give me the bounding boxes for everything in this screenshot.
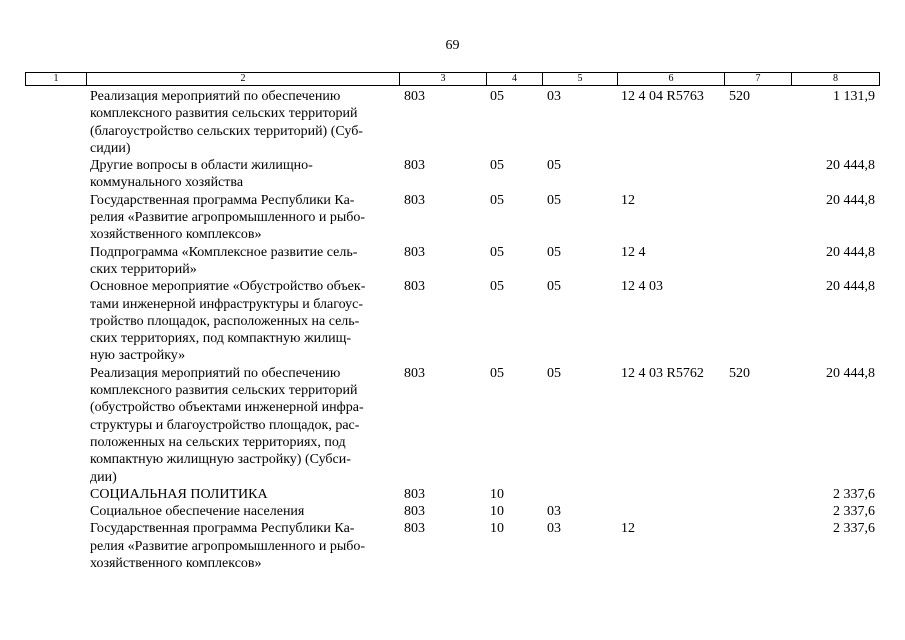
table-body [0, 88, 905, 572]
header-col-2: 2 [86, 73, 399, 85]
cell-col-5: 05 [547, 279, 561, 295]
row-name-line: комплексного развития сельских территорий [90, 383, 358, 399]
row-name-line: ских территориях, под компактную жилищ- [90, 331, 352, 347]
row-name-line: хозяйственного комплексов» [90, 227, 262, 243]
cell-col-4: 05 [490, 192, 504, 208]
table-row [0, 520, 905, 572]
row-name-line: Другие вопросы в области жилищно- [90, 158, 313, 174]
table-row [0, 365, 905, 486]
cell-col-8: 20 444,8 [826, 244, 875, 260]
cell-col-4: 10 [490, 521, 504, 537]
cell-col-6: 12 4 03 R5762 [621, 365, 704, 381]
cell-col-4: 05 [490, 89, 504, 104]
cell-col-6: 12 4 03 [621, 279, 663, 295]
cell-col-4: 10 [490, 504, 504, 520]
table-row [0, 244, 905, 279]
cell-col-3: 803 [404, 521, 425, 537]
cell-col-3: 803 [404, 192, 425, 208]
row-name-line: Социальное обеспечение населения [90, 504, 305, 520]
row-name-line: компактную жилищную застройку) (Субси- [90, 452, 351, 468]
row-name-line: сидии) [90, 140, 131, 156]
row-name-line: релия «Развитие агропромышленного и рыбо- [90, 210, 366, 226]
row-name [90, 192, 390, 244]
row-name-line: Реализация мероприятий по обеспечению [90, 365, 341, 381]
table-row [0, 486, 905, 503]
cell-col-3: 803 [404, 504, 425, 520]
cell-col-5: 05 [547, 365, 561, 381]
cell-col-8: 20 444,8 [826, 192, 875, 208]
cell-col-7: 520 [729, 89, 750, 104]
header-col-7: 7 [724, 73, 791, 85]
row-name-line: коммунального хозяйства [90, 175, 244, 191]
cell-col-8: 2 337,6 [833, 486, 875, 502]
row-name-line: комплексного развития сельских территорий [90, 106, 358, 122]
row-name-line: Подпрограмма «Комплексное развитие сель- [90, 244, 358, 260]
cell-col-4: 05 [490, 158, 504, 174]
cell-col-8: 1 131,9 [833, 89, 875, 104]
cell-col-3: 803 [404, 158, 425, 174]
cell-col-4: 05 [490, 279, 504, 295]
row-name-line: СОЦИАЛЬНАЯ ПОЛИТИКА [90, 486, 268, 502]
cell-col-4: 10 [490, 486, 504, 502]
cell-col-6: 12 [621, 521, 635, 537]
cell-col-8: 2 337,6 [833, 504, 875, 520]
row-name-line: ную застройку» [90, 348, 186, 364]
header-col-6: 6 [617, 73, 724, 85]
page-number: 69 [445, 38, 460, 53]
header-col-4: 4 [486, 73, 542, 85]
cell-col-5: 05 [547, 244, 561, 260]
row-name-line: тройство площадок, расположенных на сель- [90, 313, 360, 329]
header-col-5: 5 [542, 73, 617, 85]
cell-col-5: 05 [547, 158, 561, 174]
table-row [0, 88, 905, 157]
cell-col-3: 803 [404, 244, 425, 260]
cell-col-3: 803 [404, 486, 425, 502]
cell-col-3: 803 [404, 365, 425, 381]
row-name-line: положенных на сельских территориях, под [90, 434, 346, 450]
row-name-line: хозяйственного комплексов» [90, 556, 262, 572]
row-name-line: тами инженерной инфраструктуры и благоус- [90, 296, 363, 312]
cell-col-3: 803 [404, 279, 425, 295]
cell-col-4: 05 [490, 365, 504, 381]
header-col-3: 3 [399, 73, 486, 85]
cell-col-6: 12 4 [621, 244, 646, 260]
row-name-line: Основное мероприятие «Обустройство объек- [90, 279, 366, 295]
cell-col-5: 05 [547, 192, 561, 208]
table-row [0, 192, 905, 244]
cell-col-6: 12 [621, 192, 635, 208]
cell-col-8: 20 444,8 [826, 279, 875, 295]
cell-col-6: 12 4 04 R5763 [621, 89, 704, 104]
cell-col-5: 03 [547, 89, 561, 104]
row-name-line: (благоустройство сельских территорий) (Суб- [90, 123, 363, 139]
row-name [90, 244, 390, 279]
row-name [90, 365, 390, 486]
cell-col-3: 803 [404, 89, 425, 104]
row-name-line: структуры и благоустройство площадок, рас- [90, 417, 360, 433]
cell-col-8: 20 444,8 [826, 158, 875, 174]
cell-col-8: 2 337,6 [833, 521, 875, 537]
row-name-line: Государственная программа Республики Ка- [90, 521, 355, 537]
row-name [90, 520, 390, 572]
cell-col-5: 03 [547, 521, 561, 537]
cell-col-4: 05 [490, 244, 504, 260]
row-name [90, 503, 390, 520]
row-name-line: ских территорий» [90, 261, 197, 277]
row-name-line: релия «Развитие агропромышленного и рыбо- [90, 538, 366, 554]
header-col-1: 1 [53, 73, 59, 84]
table-row [0, 503, 905, 520]
row-name [90, 278, 390, 364]
row-name [90, 157, 390, 192]
table-row [0, 157, 905, 192]
header-col-8: 8 [791, 73, 879, 85]
row-name [90, 486, 390, 503]
row-name-line: дии) [90, 469, 117, 485]
cell-col-7: 520 [729, 365, 750, 381]
table-row [0, 278, 905, 364]
cell-col-5: 03 [547, 504, 561, 520]
row-name-line: Государственная программа Республики Ка- [90, 192, 355, 208]
table-header [25, 72, 880, 86]
row-name-line: (обустройство объектами инженерной инфра- [90, 400, 364, 416]
row-name [90, 88, 390, 157]
cell-col-8: 20 444,8 [826, 365, 875, 381]
row-name-line: Реализация мероприятий по обеспечению [90, 89, 341, 104]
